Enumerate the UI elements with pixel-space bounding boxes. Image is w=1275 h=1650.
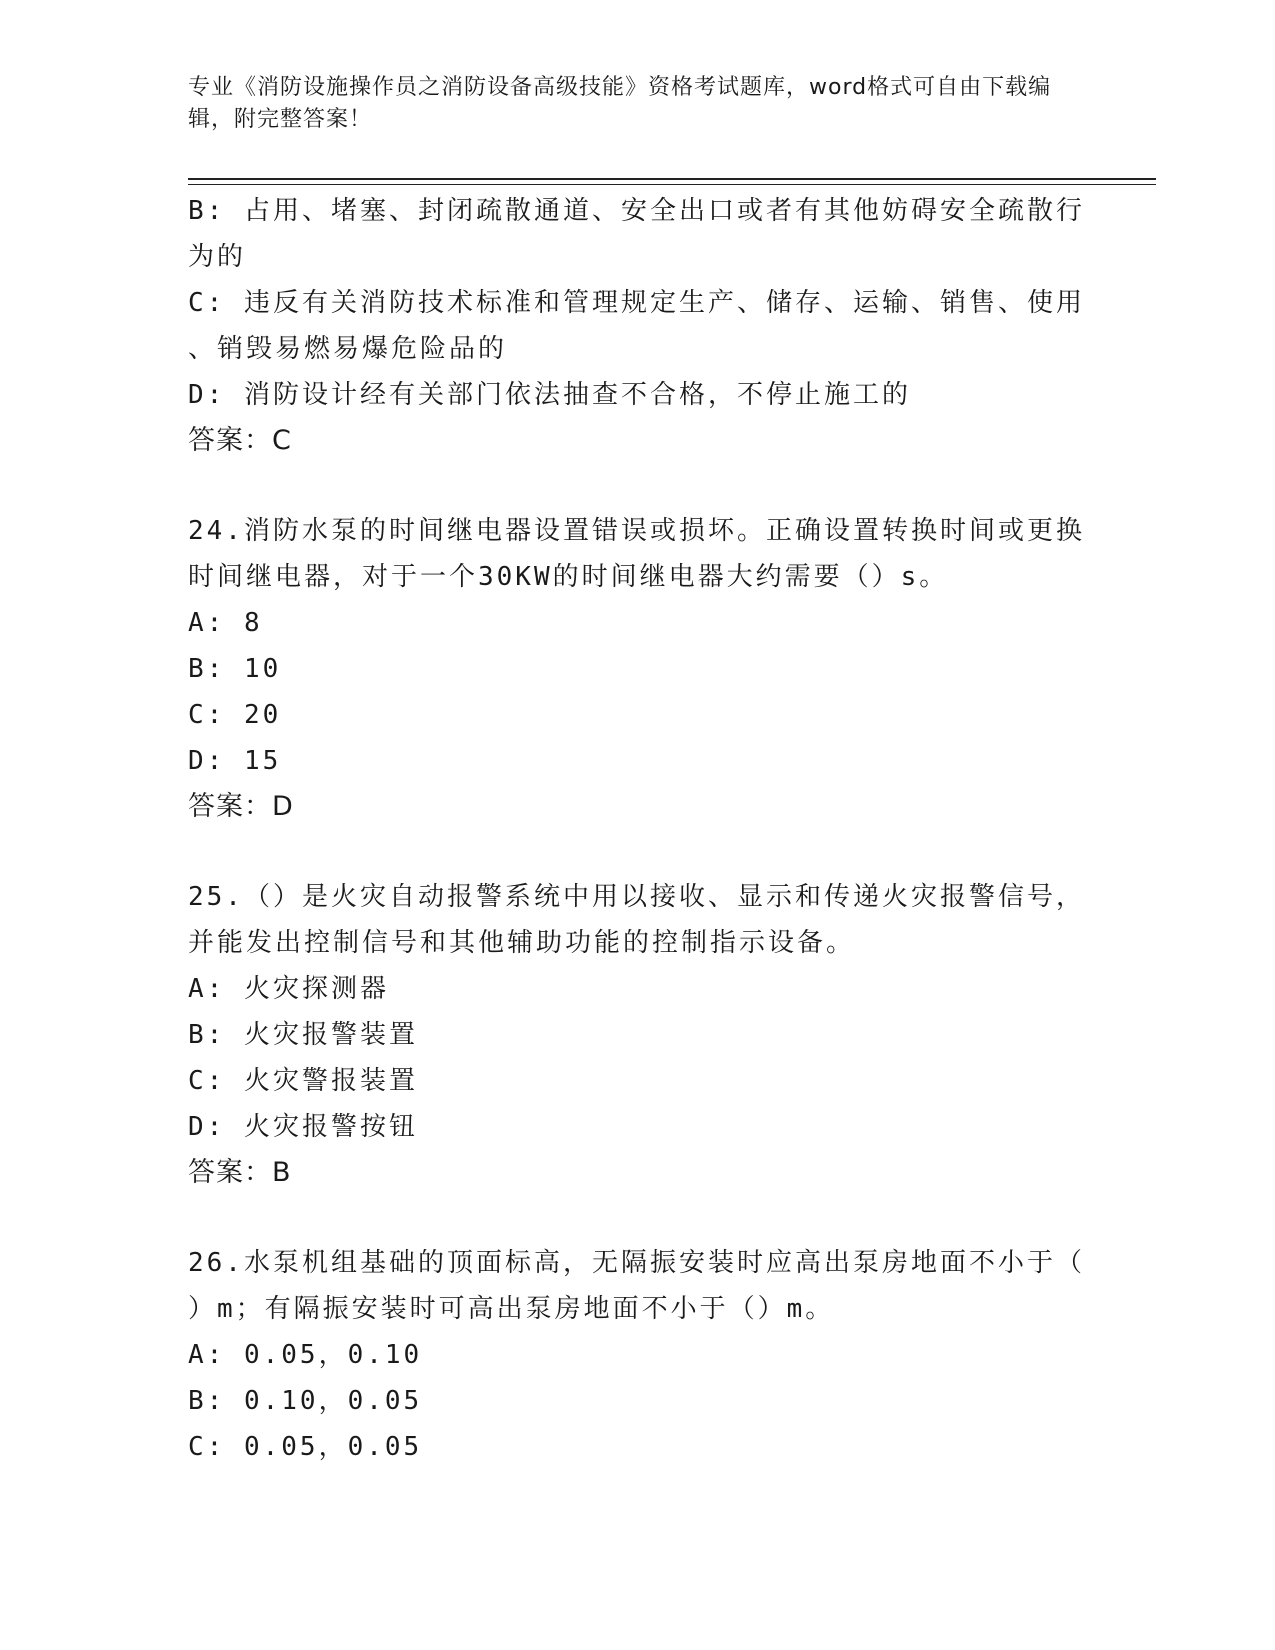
question-stem-line-2: 时间继电器，对于一个30KW的时间继电器大约需要（）s。 xyxy=(188,562,949,592)
option-a: A: 8 xyxy=(188,608,263,638)
option-b-line-2: 为的 xyxy=(188,242,247,272)
option-b: B: 10 xyxy=(188,654,282,684)
option-d: D: 15 xyxy=(188,746,282,776)
header-divider-thin xyxy=(188,184,1156,185)
previous-question-block xyxy=(188,188,1088,464)
option-c-line-2: 、销毁易燃易爆危险品的 xyxy=(188,334,508,364)
option-c: C: 火灾警报装置 xyxy=(188,1066,418,1096)
header-divider-thick xyxy=(188,178,1156,180)
question-24-block xyxy=(188,508,1088,830)
question-stem-line-2: ）m；有隔振安装时可高出泵房地面不小于（）m。 xyxy=(188,1294,835,1324)
document-header xyxy=(188,72,1068,136)
header-intro-text: 专业《消防设施操作员之消防设备高级技能》资格考试题库，word格式可自由下载编辑，附完整答案！ xyxy=(188,75,1052,132)
option-a: A: 0.05，0.10 xyxy=(188,1340,423,1370)
question-25-block xyxy=(188,874,1088,1196)
option-b: B: 火灾报警装置 xyxy=(188,1020,418,1050)
question-stem-line-1: 25.（）是火灾自动报警系统中用以接收、显示和传递火灾报警信号， xyxy=(188,882,1085,912)
option-c-line-1: C: 违反有关消防技术标准和管理规定生产、储存、运输、销售、使用 xyxy=(188,288,1085,318)
option-a: A: 火灾探测器 xyxy=(188,974,389,1004)
option-c: C: 0.05，0.05 xyxy=(188,1432,423,1462)
answer-label: 答案：D xyxy=(188,791,294,822)
answer-label: 答案：B xyxy=(188,1157,292,1188)
option-b-line-1: B: 占用、堵塞、封闭疏散通道、安全出口或者有其他妨碍安全疏散行 xyxy=(188,196,1085,226)
option-b: B: 0.10，0.05 xyxy=(188,1386,423,1416)
option-d: D: 消防设计经有关部门依法抽查不合格，不停止施工的 xyxy=(188,380,911,410)
option-c: C: 20 xyxy=(188,700,282,730)
question-content xyxy=(188,188,1088,1470)
question-stem-line-2: 并能发出控制信号和其他辅助功能的控制指示设备。 xyxy=(188,928,856,958)
option-d: D: 火灾报警按钮 xyxy=(188,1112,418,1142)
question-26-block xyxy=(188,1240,1088,1470)
question-stem-line-1: 24.消防水泵的时间继电器设置错误或损坏。正确设置转换时间或更换 xyxy=(188,516,1085,546)
answer-label: 答案：C xyxy=(188,425,292,456)
question-stem-line-1: 26.水泵机组基础的顶面标高，无隔振安装时应高出泵房地面不小于（ xyxy=(188,1248,1085,1278)
